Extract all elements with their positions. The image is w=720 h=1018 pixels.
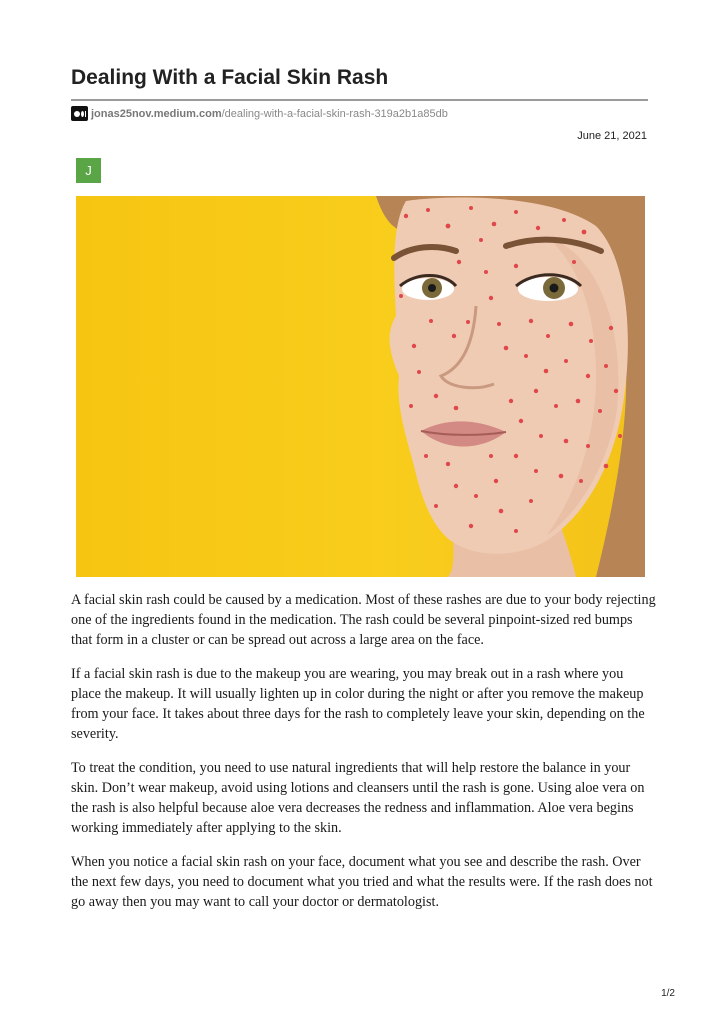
title-divider bbox=[71, 99, 648, 101]
article-title: Dealing With a Facial Skin Rash bbox=[71, 66, 389, 89]
source-domain[interactable]: jonas25nov.medium.com bbox=[91, 107, 222, 120]
hero-image bbox=[76, 196, 645, 577]
paragraph: To treat the condition, you need to use natural ingredients that will help restore the balance in your skin. Don’t wear makeup, avoid using lotions and cleansers until the rash is gone. Using aloe vera on the rash is also helpful because aloe vera decreases the redness and inflammation. Aloe vera begins working immediately after applying to the skin. bbox=[71, 760, 645, 836]
author-avatar[interactable]: J bbox=[76, 158, 101, 183]
paragraph: If a facial skin rash is due to the makeup you are wearing, you may break out in a rash where you place the makeup. It will usually lighten up in color during the night or after you remove the makeup from your face. It takes about three days for the rash to completely leave your skin, depending on the severity. bbox=[71, 666, 645, 742]
face-with-rash-illustration bbox=[76, 196, 645, 577]
paragraph: A facial skin rash could be caused by a medication. Most of these rashes are due to your body rejecting one of the ingredients found in the medication. The rash could be several pinpoint-sized red bumps that form in a cluster or can be spread out across a large area on the face. bbox=[71, 592, 656, 648]
publish-date: June 21, 2021 bbox=[577, 130, 647, 142]
page-number: 1/2 bbox=[661, 988, 675, 999]
paragraph: When you notice a facial skin rash on your face, document what you see and describe the rash. Over the next few days, you need to document what you tried and what the results were. If the rash does not go away then you may want to call your doctor or dermatologist. bbox=[71, 854, 653, 910]
article-body bbox=[71, 590, 656, 926]
medium-logo-icon bbox=[71, 106, 88, 121]
source-path[interactable]: /dealing-with-a-facial-skin-rash-319a2b1a85db bbox=[221, 107, 448, 120]
source-link[interactable] bbox=[71, 106, 448, 121]
